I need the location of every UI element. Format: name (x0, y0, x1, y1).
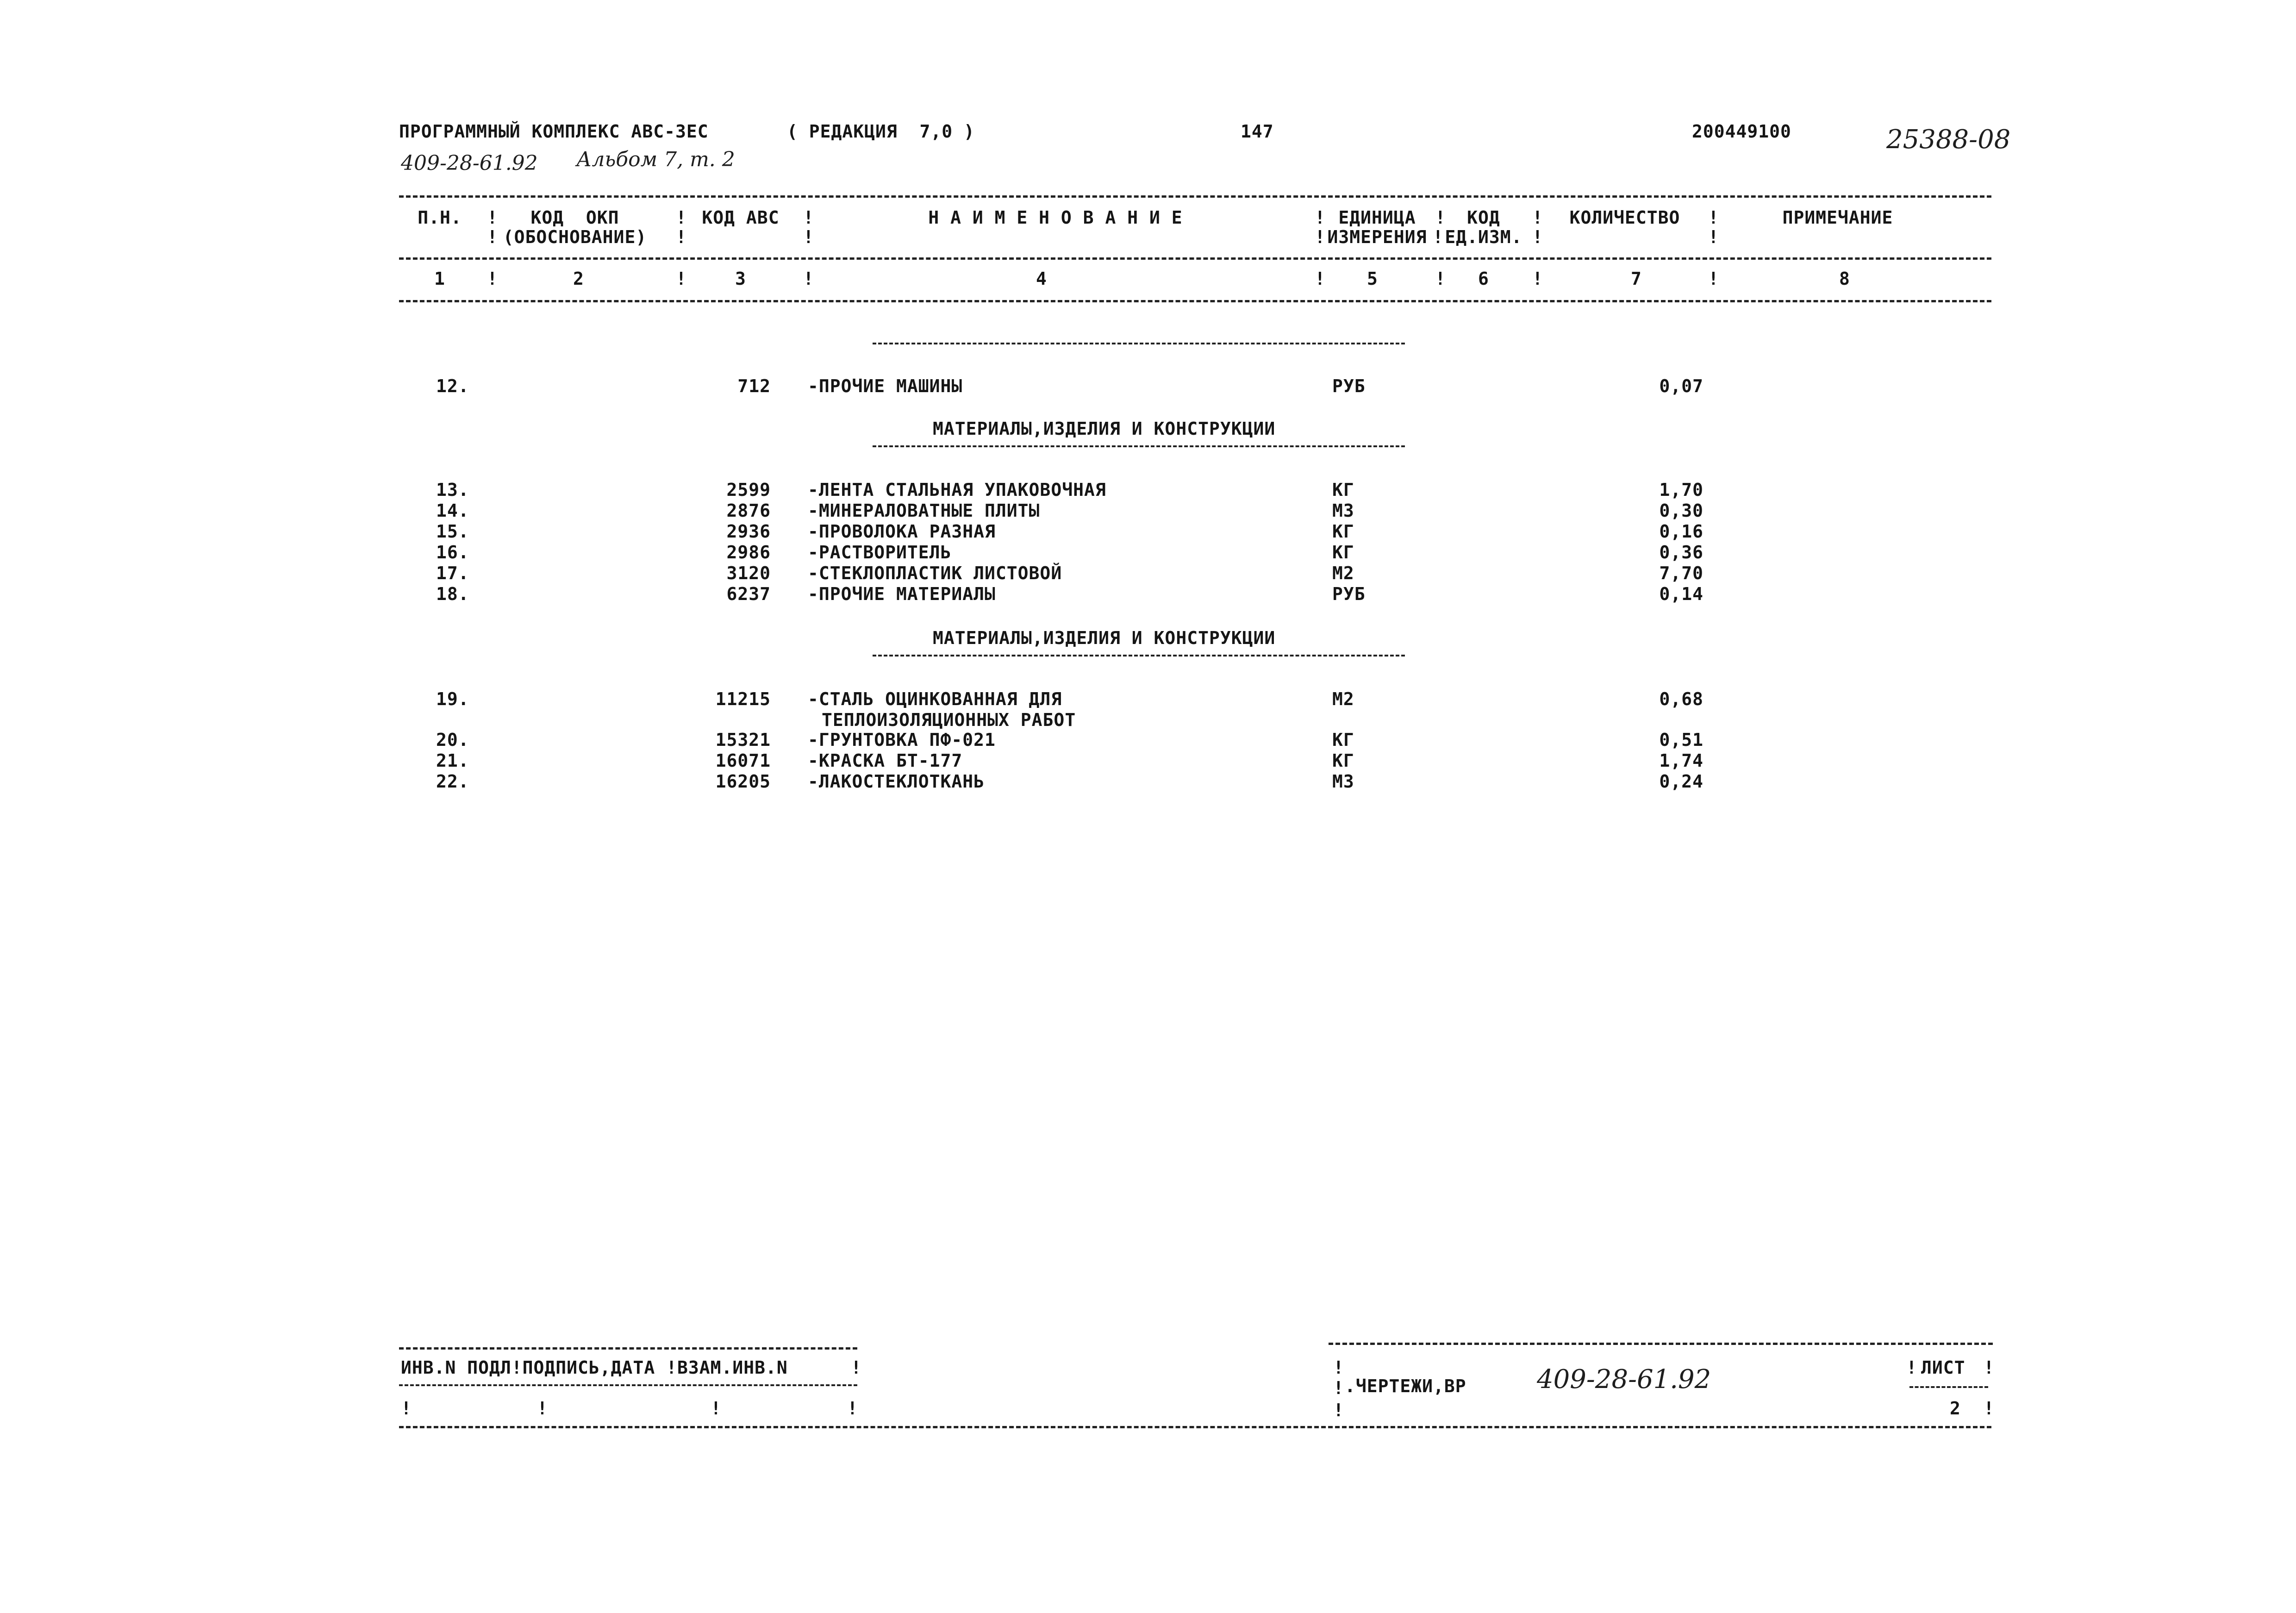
col-sep: ! (1532, 269, 1543, 289)
row-unit: М3 (1332, 500, 1354, 521)
row-unit: КГ (1332, 750, 1354, 771)
row-abc-code: 11215 (715, 689, 771, 709)
table-numbers-rule (399, 300, 1991, 302)
table-top-rule (399, 195, 1991, 198)
table-header-rule (399, 257, 1991, 260)
row-name: -КРАСКА БТ-177 (808, 750, 963, 771)
col-sep: ! (803, 269, 814, 289)
col-sep: ! (1532, 227, 1543, 247)
row-abc-code: 6237 (726, 584, 771, 604)
col-sep: ! (803, 207, 814, 228)
row-unit: КГ (1332, 521, 1354, 542)
col-sep: ! (1315, 269, 1325, 289)
handwritten-project-number: 409-28-61.92 (401, 151, 538, 175)
row-abc-code: 2936 (726, 521, 771, 542)
col-sep: ! (676, 269, 686, 289)
col-sep: ! (803, 227, 814, 247)
col-number-2: 2 (573, 269, 584, 289)
col-sep: ! (1708, 227, 1719, 247)
row-unit: М3 (1332, 771, 1354, 792)
row-quantity: 0,16 (1659, 521, 1703, 542)
col-header-pn: П.Н. (418, 207, 462, 228)
col-header-unitcode-1: КОД (1467, 207, 1500, 228)
row-number: 18. (436, 584, 469, 604)
handwritten-project-number: 409-28-61.92 (1537, 1364, 1711, 1394)
handwritten-doc-number: 25388-08 (1886, 125, 2011, 155)
stamp-fields: ИНВ.N ПОДЛ!ПОДПИСЬ,ДАТА !ВЗАМ.ИНВ.N (401, 1357, 788, 1378)
col-number-3: 3 (735, 269, 746, 289)
col-sep: ! (487, 227, 498, 247)
col-sep: ! (1708, 269, 1719, 289)
row-abc-code: 712 (737, 376, 771, 396)
col-sep: ! (711, 1398, 721, 1419)
page-number: 147 (1241, 121, 1274, 142)
col-sep: ! (847, 1398, 858, 1419)
col-sep: ! (1333, 1400, 1344, 1420)
col-sep: ! (1984, 1357, 1994, 1378)
section-rule (873, 655, 1405, 656)
row-name: -РАСТВОРИТЕЛЬ (808, 542, 952, 563)
edition: ( РЕДАКЦИЯ 7,0 ) (787, 121, 975, 142)
col-number-7: 7 (1631, 269, 1642, 289)
col-number-6: 6 (1478, 269, 1489, 289)
row-number: 22. (436, 771, 469, 792)
row-number: 13. (436, 480, 469, 500)
row-unit: РУБ (1332, 376, 1366, 396)
row-unit: КГ (1332, 542, 1354, 563)
col-sep: ! (1435, 207, 1446, 228)
row-quantity: 0,36 (1659, 542, 1703, 563)
row-quantity: 0,30 (1659, 500, 1703, 521)
row-abc-code: 16071 (715, 750, 771, 771)
col-header-okp-1: КОД ОКП (530, 207, 619, 228)
col-sep: ! (1433, 227, 1443, 247)
row-quantity: 0,68 (1659, 689, 1703, 709)
footer-rule (399, 1384, 857, 1386)
col-sep: ! (1708, 207, 1719, 228)
col-sep: ! (1906, 1357, 1917, 1378)
row-name: -ЛАКОСТЕКЛОТКАНЬ (808, 771, 985, 792)
row-name: -ПРОВОЛОКА РАЗНАЯ (808, 521, 996, 542)
col-sep: ! (1333, 1357, 1344, 1378)
row-unit: РУБ (1332, 584, 1366, 604)
row-abc-code: 16205 (715, 771, 771, 792)
row-number: 20. (436, 730, 469, 750)
handwritten-album: Альбом 7, т. 2 (576, 148, 735, 171)
row-abc-code: 15321 (715, 730, 771, 750)
row-unit: М2 (1332, 563, 1354, 583)
col-sep: ! (1984, 1398, 1994, 1419)
col-sep: ! (1532, 207, 1543, 228)
col-number-5: 5 (1367, 269, 1378, 289)
col-header-unit-1: ЕДИНИЦА (1338, 207, 1416, 228)
col-number-8: 8 (1839, 269, 1850, 289)
col-sep: ! (1435, 269, 1446, 289)
row-quantity: 1,70 (1659, 480, 1703, 500)
row-number: 15. (436, 521, 469, 542)
row-number: 17. (436, 563, 469, 583)
row-abc-code: 2986 (726, 542, 771, 563)
col-header-name: Н А И М Е Н О В А Н И Е (928, 207, 1183, 228)
row-quantity: 0,24 (1659, 771, 1703, 792)
row-abc-code: 2599 (726, 480, 771, 500)
col-number-1: 1 (434, 269, 445, 289)
section-title: МАТЕРИАЛЫ,ИЗДЕЛИЯ И КОНСТРУКЦИИ (933, 419, 1276, 439)
row-quantity: 7,70 (1659, 563, 1703, 583)
col-sep: ! (676, 227, 686, 247)
section-rule (873, 343, 1405, 344)
row-unit: М2 (1332, 689, 1354, 709)
row-number: 16. (436, 542, 469, 563)
row-name-continuation: ТЕПЛОИЗОЛЯЦИОННЫХ РАБОТ (822, 710, 1076, 730)
row-name: -СТАЛЬ ОЦИНКОВАННАЯ ДЛЯ (808, 689, 1062, 709)
col-sep: ! (487, 207, 498, 228)
col-header-unitcode-2: ЕД.ИЗМ. (1445, 227, 1522, 247)
row-abc-code: 3120 (726, 563, 771, 583)
footer-rule (1329, 1343, 1993, 1345)
col-sep: ! (401, 1398, 412, 1419)
row-abc-code: 2876 (726, 500, 771, 521)
col-header-unit-2: ИЗМЕРЕНИЯ (1327, 227, 1427, 247)
row-quantity: 0,07 (1659, 376, 1703, 396)
col-number-4: 4 (1036, 269, 1047, 289)
program-title: ПРОГРАММНЫЙ КОМПЛЕКС АВС-3ЕС (399, 121, 709, 142)
row-quantity: 0,51 (1659, 730, 1703, 750)
section-rule (873, 445, 1405, 447)
row-name: -ЛЕНТА СТАЛЬНАЯ УПАКОВОЧНАЯ (808, 480, 1106, 500)
col-sep: ! (537, 1398, 548, 1419)
sheet-rule (1909, 1386, 1988, 1388)
section-title: МАТЕРИАЛЫ,ИЗДЕЛИЯ И КОНСТРУКЦИИ (933, 628, 1276, 648)
row-number: 12. (436, 376, 469, 396)
col-header-abc: КОД АВС (702, 207, 780, 228)
row-name: -МИНЕРАЛОВАТНЫЕ ПЛИТЫ (808, 500, 1040, 521)
document-code: 200449100 (1692, 121, 1791, 142)
col-header-okp-2: (ОБОСНОВАНИЕ) (503, 227, 647, 247)
row-quantity: 0,14 (1659, 584, 1703, 604)
row-unit: КГ (1332, 480, 1354, 500)
col-sep: ! (851, 1357, 861, 1378)
row-number: 19. (436, 689, 469, 709)
col-header-note: ПРИМЕЧАНИЕ (1782, 207, 1893, 228)
col-sep: ! (1315, 227, 1325, 247)
col-sep: ! (487, 269, 498, 289)
col-sep: ! (1315, 207, 1325, 228)
row-name: -ПРОЧИЕ МАТЕРИАЛЫ (808, 584, 996, 604)
col-sep: ! (1333, 1378, 1344, 1398)
sheet-label: ЛИСТ (1921, 1357, 1965, 1378)
row-name: -СТЕКЛОПЛАСТИК ЛИСТОВОЙ (808, 563, 1062, 583)
col-header-qty: КОЛИЧЕСТВО (1569, 207, 1680, 228)
footer-bottom-rule (399, 1426, 1991, 1428)
row-unit: КГ (1332, 730, 1354, 750)
row-quantity: 1,74 (1659, 750, 1703, 771)
footer-rule (399, 1347, 857, 1350)
row-number: 14. (436, 500, 469, 521)
row-number: 21. (436, 750, 469, 771)
row-name: -ГРУНТОВКА ПФ-021 (808, 730, 996, 750)
drawings-label: .ЧЕРТЕЖИ,ВР (1345, 1376, 1466, 1396)
sheet-number: 2 (1950, 1398, 1961, 1419)
row-name: -ПРОЧИЕ МАШИНЫ (808, 376, 963, 396)
col-sep: ! (676, 207, 686, 228)
